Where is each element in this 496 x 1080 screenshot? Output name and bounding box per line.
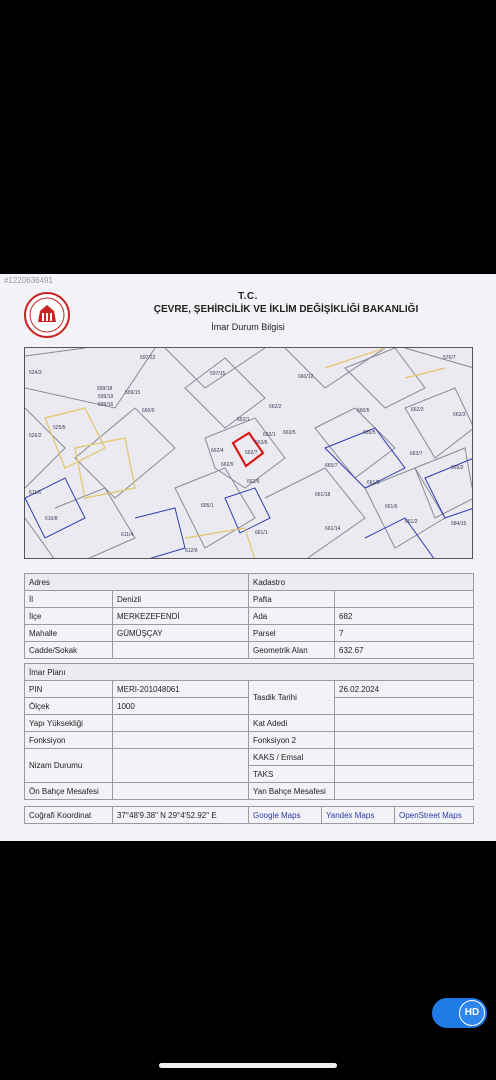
area-label: Geometrik Alan (249, 642, 335, 659)
parcel-label: 660/12 (298, 374, 314, 380)
sheet-label: Pafta (249, 591, 335, 608)
parcel-label: 665/2 (451, 465, 464, 471)
yandex-maps-link[interactable]: Yandex Maps (322, 807, 395, 824)
parcel-label: 599/16 (98, 402, 114, 408)
setbacks-table (24, 782, 474, 800)
parcel-label: 605/1 (201, 503, 214, 509)
parcel-label: 662/7 (245, 450, 258, 456)
address-header: Adres (25, 574, 249, 591)
district-label: İlçe (25, 608, 113, 625)
parcel-label: 662/3 (411, 407, 424, 413)
address-cadastre-table (24, 573, 474, 659)
neighborhood-value: GÜMÜŞÇAY (113, 625, 249, 642)
parcel-label: 663/3 (453, 412, 466, 418)
parcel-label: 584/15 (451, 521, 467, 527)
scale-value: 1000 (113, 698, 249, 715)
parcel-label: 524/3 (29, 370, 42, 376)
parcel-label: 661/5 (367, 480, 380, 486)
sheet-value (335, 591, 474, 608)
parcel-label: 662/1 (237, 417, 250, 423)
parcel-label: 660/5 (357, 408, 370, 414)
parcel-label: 663/5 (283, 430, 296, 436)
side-setback-value (335, 783, 474, 800)
street-label: Cadde/Sokak (25, 642, 113, 659)
block-label: Ada (249, 608, 335, 625)
page-title: İmar Durum Bilgisi (211, 322, 285, 332)
parcel-label: 661/14 (325, 526, 341, 532)
province-label: İl (25, 591, 113, 608)
neighborhood-label: Mahalle (25, 625, 113, 642)
parcel-label: 663/7 (410, 451, 423, 457)
order-label: Nizam Durumu (25, 749, 113, 783)
parcel-label: 663/6 (255, 440, 268, 446)
function-label: Fonksiyon (25, 732, 113, 749)
parcel-label: 661/6 (385, 504, 398, 510)
hd-toggle[interactable] (432, 998, 487, 1028)
coordinate-label: Coğrafi Koordinat (25, 807, 113, 824)
parcel-label: 526/2 (29, 433, 42, 439)
parcel-label: 525/5 (53, 425, 66, 431)
parcel-label: 662/4 (211, 448, 224, 454)
parcel-label: 661/2 (405, 519, 418, 525)
area-value: 632.67 (335, 642, 474, 659)
zoning-map[interactable] (24, 347, 473, 559)
parcel-label: 610/8 (45, 516, 58, 522)
parcel-label: 662/2 (269, 404, 282, 410)
parcel-label: 662/6 (247, 479, 260, 485)
parcel-label: 660/9 (142, 408, 155, 414)
hd-toggle-knob: HD (459, 1000, 485, 1026)
ministry-name: ÇEVRE, ŞEHİRCİLİK VE İKLİM DEĞİŞİKLİĞİ BAKANLIĞI (153, 304, 419, 315)
pin-value: MERI-201048061 (113, 681, 249, 698)
taks-value (335, 766, 474, 783)
front-setback-value (113, 783, 249, 800)
parcel-label: 665/7 (325, 463, 338, 469)
block-value: 682 (335, 608, 474, 625)
function-value (113, 732, 249, 749)
parcel-label: 665/5 (363, 430, 376, 436)
order-value (113, 749, 249, 783)
header-tc: T.C. (238, 291, 258, 302)
coordinate-value: 37°48'9.38" N 29°4'52.92" E (113, 807, 249, 824)
parcel-label: 662/9 (221, 462, 234, 468)
parcel-label: Parsel (249, 625, 335, 642)
street-value (113, 642, 249, 659)
kaks-value (335, 749, 474, 766)
parcel-label: 612/6 (185, 548, 198, 554)
home-indicator[interactable] (159, 1063, 337, 1068)
pin-label: PIN (25, 681, 113, 698)
floor-count-label: Kat Adedi (249, 715, 335, 732)
plan-header: İmar Planı (25, 664, 474, 681)
approval-date-value: 26.02.2024 (335, 681, 474, 698)
building-height-label: Yapı Yüksekliği (25, 715, 113, 732)
zoning-plan-table (24, 663, 474, 783)
parcel-label: 576/7 (443, 355, 456, 361)
kaks-label: KAKS / Emsal (249, 749, 335, 766)
parcel-label: 597/22 (140, 355, 156, 361)
parcel-label: 663/1 (263, 432, 276, 438)
parcel-label: 661/1 (255, 530, 268, 536)
listing-id: #1220636491 (4, 276, 53, 285)
function2-value (335, 732, 474, 749)
side-setback-label: Yan Bahçe Mesafesi (249, 783, 335, 800)
parcel-label: 661/18 (315, 492, 331, 498)
parcel-label: 611/6 (29, 490, 42, 496)
taks-label: TAKS (249, 766, 335, 783)
floor-count-value (335, 715, 474, 732)
parcel-label: 597/15 (210, 371, 226, 377)
parcel-label: 599/15 (125, 390, 141, 396)
google-maps-link[interactable]: Google Maps (249, 807, 322, 824)
openstreet-maps-link[interactable]: OpenStreet Maps (395, 807, 474, 824)
parcel-label: 611/4 (121, 532, 134, 538)
approval-date-extra (335, 698, 474, 715)
approval-date-label: Tasdik Tarihi (249, 681, 335, 715)
scale-label: Ölçek (25, 698, 113, 715)
parcel-label: 599/19 (98, 394, 114, 400)
front-setback-label: Ön Bahçe Mesafesi (25, 783, 113, 800)
parcel-value: 7 (335, 625, 474, 642)
coordinates-table (24, 806, 474, 824)
district-value: MERKEZEFENDİ (113, 608, 249, 625)
cadastre-header: Kadastro (249, 574, 474, 591)
parcel-label: 599/18 (97, 386, 113, 392)
building-height-value (113, 715, 249, 732)
province-value: Denizli (113, 591, 249, 608)
function2-label: Fonksiyon 2 (249, 732, 335, 749)
